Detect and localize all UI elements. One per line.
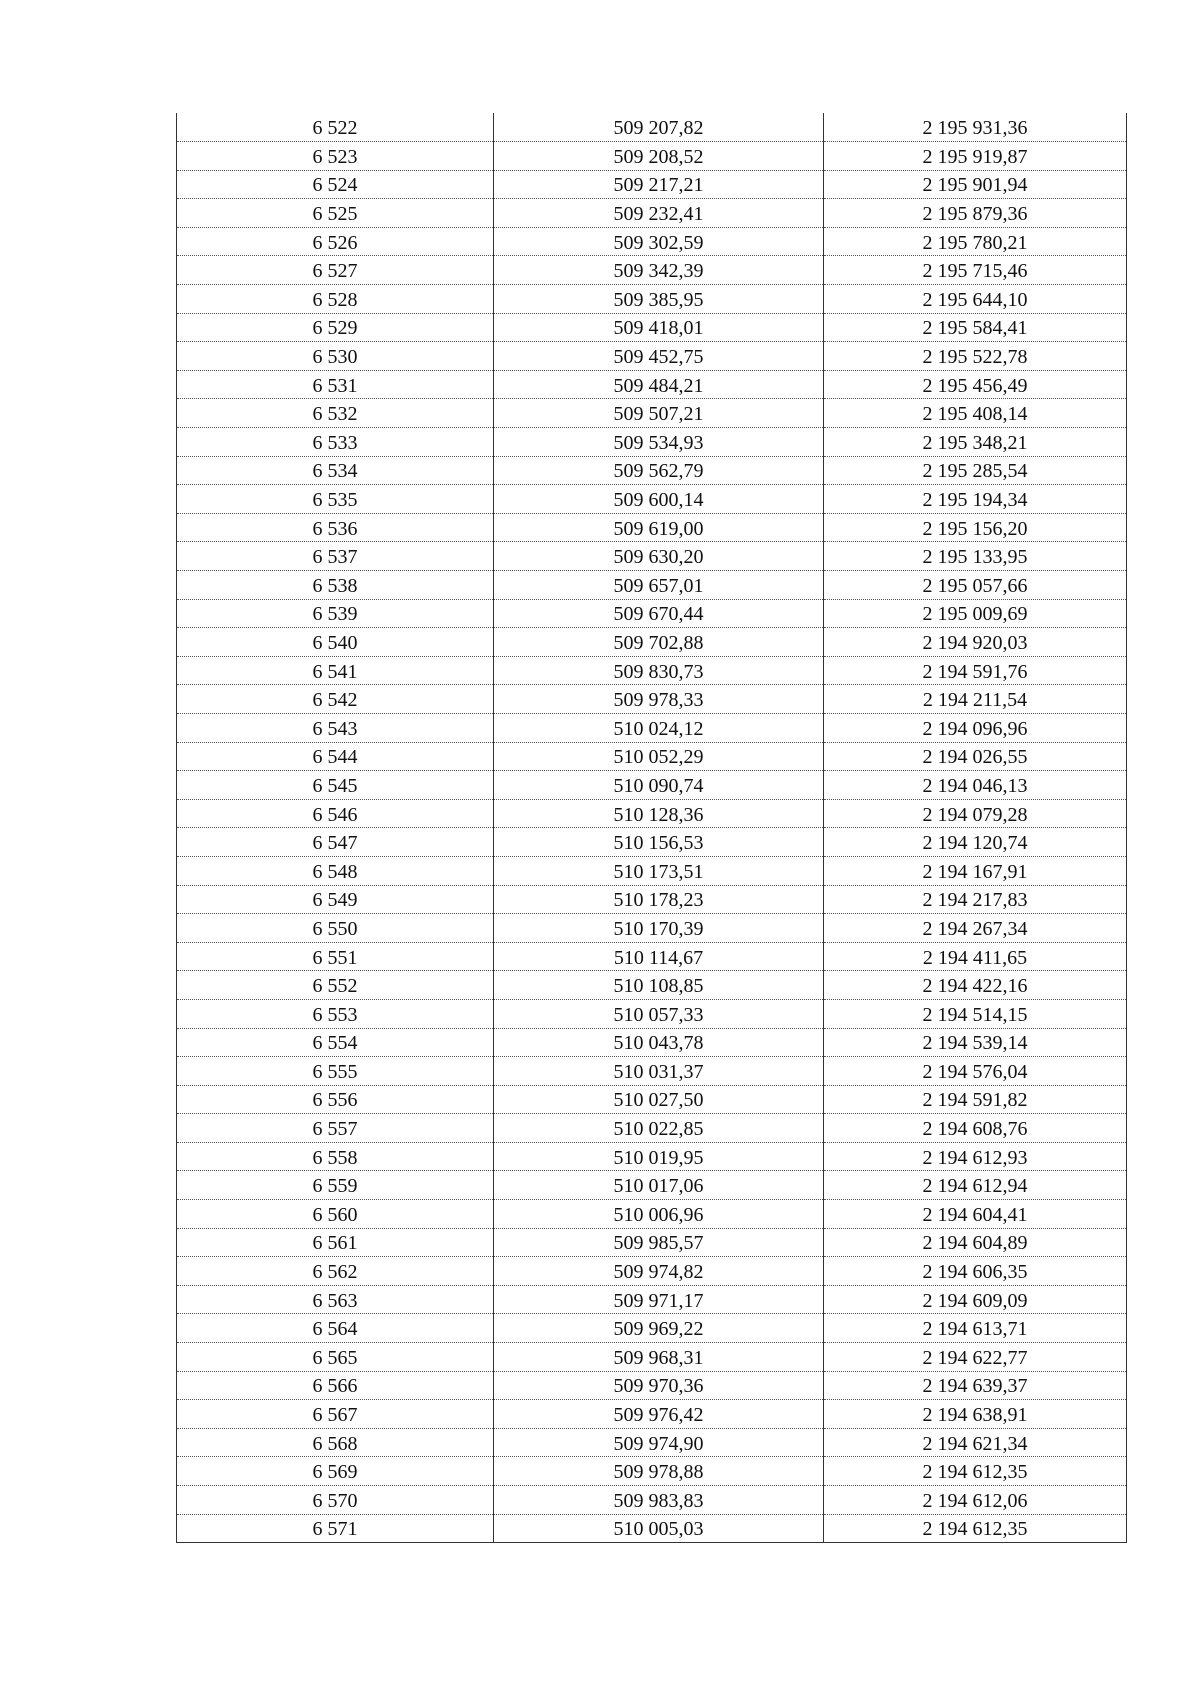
table-row [177,571,1127,600]
x-coordinate-cell: 509 562,79 [494,456,824,485]
table-row [177,142,1127,171]
x-coordinate-cell: 510 052,29 [494,742,824,771]
x-coordinate-cell: 509 970,36 [494,1371,824,1400]
point-number-cell: 6 561 [177,1228,494,1257]
table-row [177,1142,1127,1171]
point-number-cell: 6 523 [177,142,494,171]
point-number-cell: 6 548 [177,856,494,885]
table-row [177,771,1127,800]
table-row [177,1171,1127,1200]
point-number-cell: 6 550 [177,914,494,943]
point-number-cell: 6 541 [177,656,494,685]
table-row [177,485,1127,514]
y-coordinate-cell: 2 195 919,87 [824,142,1127,171]
point-number-cell: 6 533 [177,428,494,457]
x-coordinate-cell: 509 978,88 [494,1457,824,1486]
point-number-cell: 6 566 [177,1371,494,1400]
x-coordinate-cell: 510 031,37 [494,1057,824,1086]
y-coordinate-cell: 2 195 931,36 [824,113,1127,142]
point-number-cell: 6 563 [177,1285,494,1314]
x-coordinate-cell: 509 985,57 [494,1228,824,1257]
point-number-cell: 6 565 [177,1343,494,1372]
table-row [177,170,1127,199]
table-row [177,1085,1127,1114]
y-coordinate-cell: 2 194 211,54 [824,685,1127,714]
y-coordinate-cell: 2 194 920,03 [824,628,1127,657]
y-coordinate-cell: 2 194 591,76 [824,656,1127,685]
y-coordinate-cell: 2 195 348,21 [824,428,1127,457]
y-coordinate-cell: 2 195 901,94 [824,170,1127,199]
y-coordinate-cell: 2 194 622,77 [824,1343,1127,1372]
point-number-cell: 6 559 [177,1171,494,1200]
y-coordinate-cell: 2 195 584,41 [824,313,1127,342]
y-coordinate-cell: 2 194 026,55 [824,742,1127,771]
y-coordinate-cell: 2 194 639,37 [824,1371,1127,1400]
point-number-cell: 6 539 [177,599,494,628]
x-coordinate-cell: 509 976,42 [494,1400,824,1429]
table-row [177,1028,1127,1057]
point-number-cell: 6 537 [177,542,494,571]
y-coordinate-cell: 2 195 285,54 [824,456,1127,485]
table-row [177,656,1127,685]
x-coordinate-cell: 509 385,95 [494,285,824,314]
table-row [177,713,1127,742]
y-coordinate-cell: 2 195 780,21 [824,227,1127,256]
point-number-cell: 6 524 [177,170,494,199]
x-coordinate-cell: 509 983,83 [494,1486,824,1515]
table-row [177,1371,1127,1400]
x-coordinate-cell: 509 217,21 [494,170,824,199]
y-coordinate-cell: 2 194 612,35 [824,1457,1127,1486]
table-row [177,1428,1127,1457]
x-coordinate-cell: 510 173,51 [494,856,824,885]
point-number-cell: 6 527 [177,256,494,285]
x-coordinate-cell: 510 024,12 [494,713,824,742]
x-coordinate-cell: 510 022,85 [494,1114,824,1143]
table-row [177,227,1127,256]
point-number-cell: 6 549 [177,885,494,914]
x-coordinate-cell: 509 207,82 [494,113,824,142]
table-row [177,1057,1127,1086]
table-row [177,971,1127,1000]
x-coordinate-cell: 509 600,14 [494,485,824,514]
y-coordinate-cell: 2 195 879,36 [824,199,1127,228]
x-coordinate-cell: 509 619,00 [494,513,824,542]
table-row [177,1486,1127,1515]
x-coordinate-cell: 510 170,39 [494,914,824,943]
y-coordinate-cell: 2 194 604,89 [824,1228,1127,1257]
x-coordinate-cell: 510 057,33 [494,999,824,1028]
x-coordinate-cell: 509 978,33 [494,685,824,714]
table-row [177,742,1127,771]
y-coordinate-cell: 2 194 079,28 [824,799,1127,828]
table-row [177,914,1127,943]
y-coordinate-cell: 2 194 120,74 [824,828,1127,857]
table-row [177,399,1127,428]
table-row [177,1314,1127,1343]
y-coordinate-cell: 2 195 408,14 [824,399,1127,428]
y-coordinate-cell: 2 194 046,13 [824,771,1127,800]
x-coordinate-cell: 509 969,22 [494,1314,824,1343]
point-number-cell: 6 551 [177,942,494,971]
y-coordinate-cell: 2 194 638,91 [824,1400,1127,1429]
x-coordinate-cell: 509 208,52 [494,142,824,171]
y-coordinate-cell: 2 194 591,82 [824,1085,1127,1114]
x-coordinate-cell: 509 971,17 [494,1285,824,1314]
x-coordinate-cell: 509 702,88 [494,628,824,657]
y-coordinate-cell: 2 194 514,15 [824,999,1127,1028]
y-coordinate-cell: 2 195 644,10 [824,285,1127,314]
y-coordinate-cell: 2 195 156,20 [824,513,1127,542]
point-number-cell: 6 544 [177,742,494,771]
y-coordinate-cell: 2 195 194,34 [824,485,1127,514]
y-coordinate-cell: 2 194 096,96 [824,713,1127,742]
point-number-cell: 6 547 [177,828,494,857]
y-coordinate-cell: 2 194 612,93 [824,1142,1127,1171]
x-coordinate-cell: 509 534,93 [494,428,824,457]
table-row [177,1285,1127,1314]
x-coordinate-cell: 509 630,20 [494,542,824,571]
y-coordinate-cell: 2 194 613,71 [824,1314,1127,1343]
table-row [177,799,1127,828]
x-coordinate-cell: 509 418,01 [494,313,824,342]
table-row [177,599,1127,628]
y-coordinate-cell: 2 194 422,16 [824,971,1127,1000]
x-coordinate-cell: 509 968,31 [494,1343,824,1372]
x-coordinate-cell: 509 670,44 [494,599,824,628]
x-coordinate-cell: 510 027,50 [494,1085,824,1114]
table-row [177,1228,1127,1257]
table-row [177,313,1127,342]
y-coordinate-cell: 2 194 217,83 [824,885,1127,914]
point-number-cell: 6 540 [177,628,494,657]
y-coordinate-cell: 2 194 612,35 [824,1514,1127,1543]
point-number-cell: 6 554 [177,1028,494,1057]
point-number-cell: 6 543 [177,713,494,742]
point-number-cell: 6 545 [177,771,494,800]
point-number-cell: 6 570 [177,1486,494,1515]
y-coordinate-cell: 2 195 057,66 [824,571,1127,600]
x-coordinate-cell: 509 302,59 [494,227,824,256]
table-row [177,1200,1127,1229]
point-number-cell: 6 568 [177,1428,494,1457]
point-number-cell: 6 525 [177,199,494,228]
point-number-cell: 6 557 [177,1114,494,1143]
point-number-cell: 6 528 [177,285,494,314]
point-number-cell: 6 571 [177,1514,494,1543]
table-row [177,999,1127,1028]
table-row [177,428,1127,457]
x-coordinate-cell: 510 128,36 [494,799,824,828]
y-coordinate-cell: 2 194 411,65 [824,942,1127,971]
x-coordinate-cell: 510 156,53 [494,828,824,857]
x-coordinate-cell: 510 090,74 [494,771,824,800]
table-row [177,513,1127,542]
table-row [177,285,1127,314]
table-row [177,342,1127,371]
y-coordinate-cell: 2 194 167,91 [824,856,1127,885]
point-number-cell: 6 558 [177,1142,494,1171]
table-row [177,199,1127,228]
y-coordinate-cell: 2 194 608,76 [824,1114,1127,1143]
point-number-cell: 6 529 [177,313,494,342]
coordinates-table [176,113,1127,1543]
table-row [177,1257,1127,1286]
x-coordinate-cell: 510 005,03 [494,1514,824,1543]
point-number-cell: 6 564 [177,1314,494,1343]
point-number-cell: 6 536 [177,513,494,542]
point-number-cell: 6 538 [177,571,494,600]
point-number-cell: 6 562 [177,1257,494,1286]
table-row [177,628,1127,657]
x-coordinate-cell: 509 232,41 [494,199,824,228]
x-coordinate-cell: 509 974,82 [494,1257,824,1286]
table-row [177,856,1127,885]
point-number-cell: 6 534 [177,456,494,485]
y-coordinate-cell: 2 195 133,95 [824,542,1127,571]
point-number-cell: 6 531 [177,370,494,399]
x-coordinate-cell: 509 507,21 [494,399,824,428]
point-number-cell: 6 546 [177,799,494,828]
table-row [177,828,1127,857]
y-coordinate-cell: 2 194 576,04 [824,1057,1127,1086]
y-coordinate-cell: 2 194 612,06 [824,1486,1127,1515]
x-coordinate-cell: 510 006,96 [494,1200,824,1229]
y-coordinate-cell: 2 195 009,69 [824,599,1127,628]
table-row [177,942,1127,971]
table-row [177,113,1127,142]
x-coordinate-cell: 509 484,21 [494,370,824,399]
point-number-cell: 6 555 [177,1057,494,1086]
x-coordinate-cell: 509 452,75 [494,342,824,371]
x-coordinate-cell: 510 019,95 [494,1142,824,1171]
table-row [177,1400,1127,1429]
table-row [177,370,1127,399]
y-coordinate-cell: 2 195 715,46 [824,256,1127,285]
x-coordinate-cell: 510 043,78 [494,1028,824,1057]
table-row [177,256,1127,285]
y-coordinate-cell: 2 195 522,78 [824,342,1127,371]
x-coordinate-cell: 510 108,85 [494,971,824,1000]
x-coordinate-cell: 509 657,01 [494,571,824,600]
x-coordinate-cell: 509 974,90 [494,1428,824,1457]
point-number-cell: 6 522 [177,113,494,142]
y-coordinate-cell: 2 194 267,34 [824,914,1127,943]
x-coordinate-cell: 510 017,06 [494,1171,824,1200]
x-coordinate-cell: 510 178,23 [494,885,824,914]
table-row [177,1457,1127,1486]
point-number-cell: 6 526 [177,227,494,256]
y-coordinate-cell: 2 194 606,35 [824,1257,1127,1286]
point-number-cell: 6 552 [177,971,494,1000]
y-coordinate-cell: 2 194 539,14 [824,1028,1127,1057]
y-coordinate-cell: 2 194 604,41 [824,1200,1127,1229]
x-coordinate-cell: 510 114,67 [494,942,824,971]
coordinates-table-body [177,113,1127,1543]
table-row [177,1514,1127,1543]
point-number-cell: 6 567 [177,1400,494,1429]
point-number-cell: 6 530 [177,342,494,371]
y-coordinate-cell: 2 194 621,34 [824,1428,1127,1457]
table-row [177,542,1127,571]
point-number-cell: 6 556 [177,1085,494,1114]
point-number-cell: 6 553 [177,999,494,1028]
table-row [177,685,1127,714]
x-coordinate-cell: 509 830,73 [494,656,824,685]
table-row [177,1114,1127,1143]
table-row [177,1343,1127,1372]
y-coordinate-cell: 2 194 609,09 [824,1285,1127,1314]
y-coordinate-cell: 2 195 456,49 [824,370,1127,399]
x-coordinate-cell: 509 342,39 [494,256,824,285]
table-row [177,456,1127,485]
point-number-cell: 6 535 [177,485,494,514]
point-number-cell: 6 542 [177,685,494,714]
point-number-cell: 6 532 [177,399,494,428]
point-number-cell: 6 560 [177,1200,494,1229]
y-coordinate-cell: 2 194 612,94 [824,1171,1127,1200]
table-row [177,885,1127,914]
point-number-cell: 6 569 [177,1457,494,1486]
